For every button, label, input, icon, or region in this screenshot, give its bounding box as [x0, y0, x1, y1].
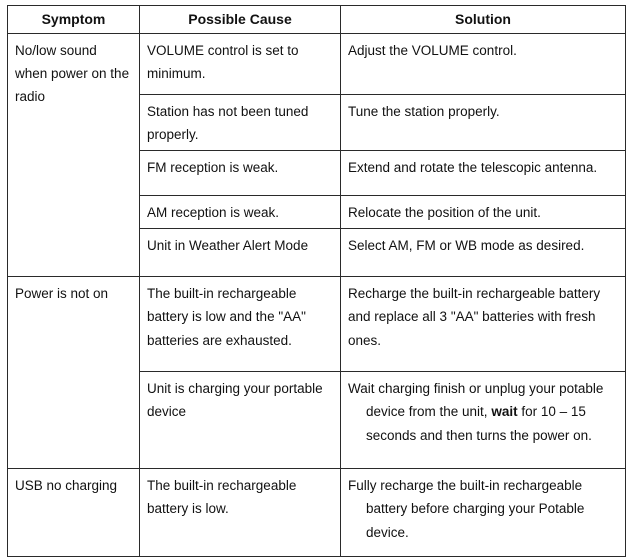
- cause-cell: VOLUME control is set to minimum.: [140, 33, 341, 94]
- cause-cell: The built-in rechargeable battery is low and the "AA" batteries are exhausted.: [140, 277, 341, 372]
- column-header-symptom: Symptom: [8, 6, 140, 34]
- solution-cell: Extend and rotate the telescopic antenna.: [341, 151, 626, 196]
- solution-cell: Recharge the built-in rechargeable battery and replace all 3 "AA" batteries with fresh ones.: [341, 277, 626, 372]
- table-row: [8, 33, 626, 94]
- column-header-possible-cause: Possible Cause: [140, 6, 341, 34]
- cause-cell: The built-in rechargeable battery is low.: [140, 469, 341, 557]
- solution-cell: Relocate the position of the unit.: [341, 196, 626, 229]
- table-header-row: [8, 6, 626, 34]
- column-header-solution: Solution: [341, 6, 626, 34]
- solution-text-part1: Wait charging finish or unplug your potable device from the unit,: [348, 381, 604, 420]
- cause-cell: AM reception is weak.: [140, 196, 341, 229]
- table-header: [8, 6, 626, 34]
- symptom-cell-usb-no-charging: USB no charging: [8, 469, 140, 557]
- solution-text-charging: [348, 377, 618, 447]
- solution-cell: Select AM, FM or WB mode as desired.: [341, 229, 626, 277]
- solution-text-emphasis: wait: [491, 404, 518, 420]
- troubleshooting-table: [7, 5, 626, 557]
- solution-cell: [341, 372, 626, 469]
- table-body: [8, 33, 626, 557]
- solution-cell: [341, 469, 626, 557]
- cause-cell: FM reception is weak.: [140, 151, 341, 196]
- symptom-cell-power-is-not-on: Power is not on: [8, 277, 140, 469]
- symptom-cell-no-low-sound: No/low sound when power on the radio: [8, 33, 140, 277]
- cause-cell: Unit is charging your portable device: [140, 372, 341, 469]
- cause-cell: Unit in Weather Alert Mode: [140, 229, 341, 277]
- solution-text-usb: Fully recharge the built-in rechargeable battery before charging your Potable device.: [348, 478, 585, 540]
- cause-cell: Station has not been tuned properly.: [140, 94, 341, 150]
- solution-cell: Tune the station properly.: [341, 94, 626, 150]
- table-row: [8, 277, 626, 372]
- solution-text-part2: for 10 – 15 seconds and then turns the power on.: [366, 404, 592, 443]
- table-row: [8, 469, 626, 557]
- solution-cell: Adjust the VOLUME control.: [341, 33, 626, 94]
